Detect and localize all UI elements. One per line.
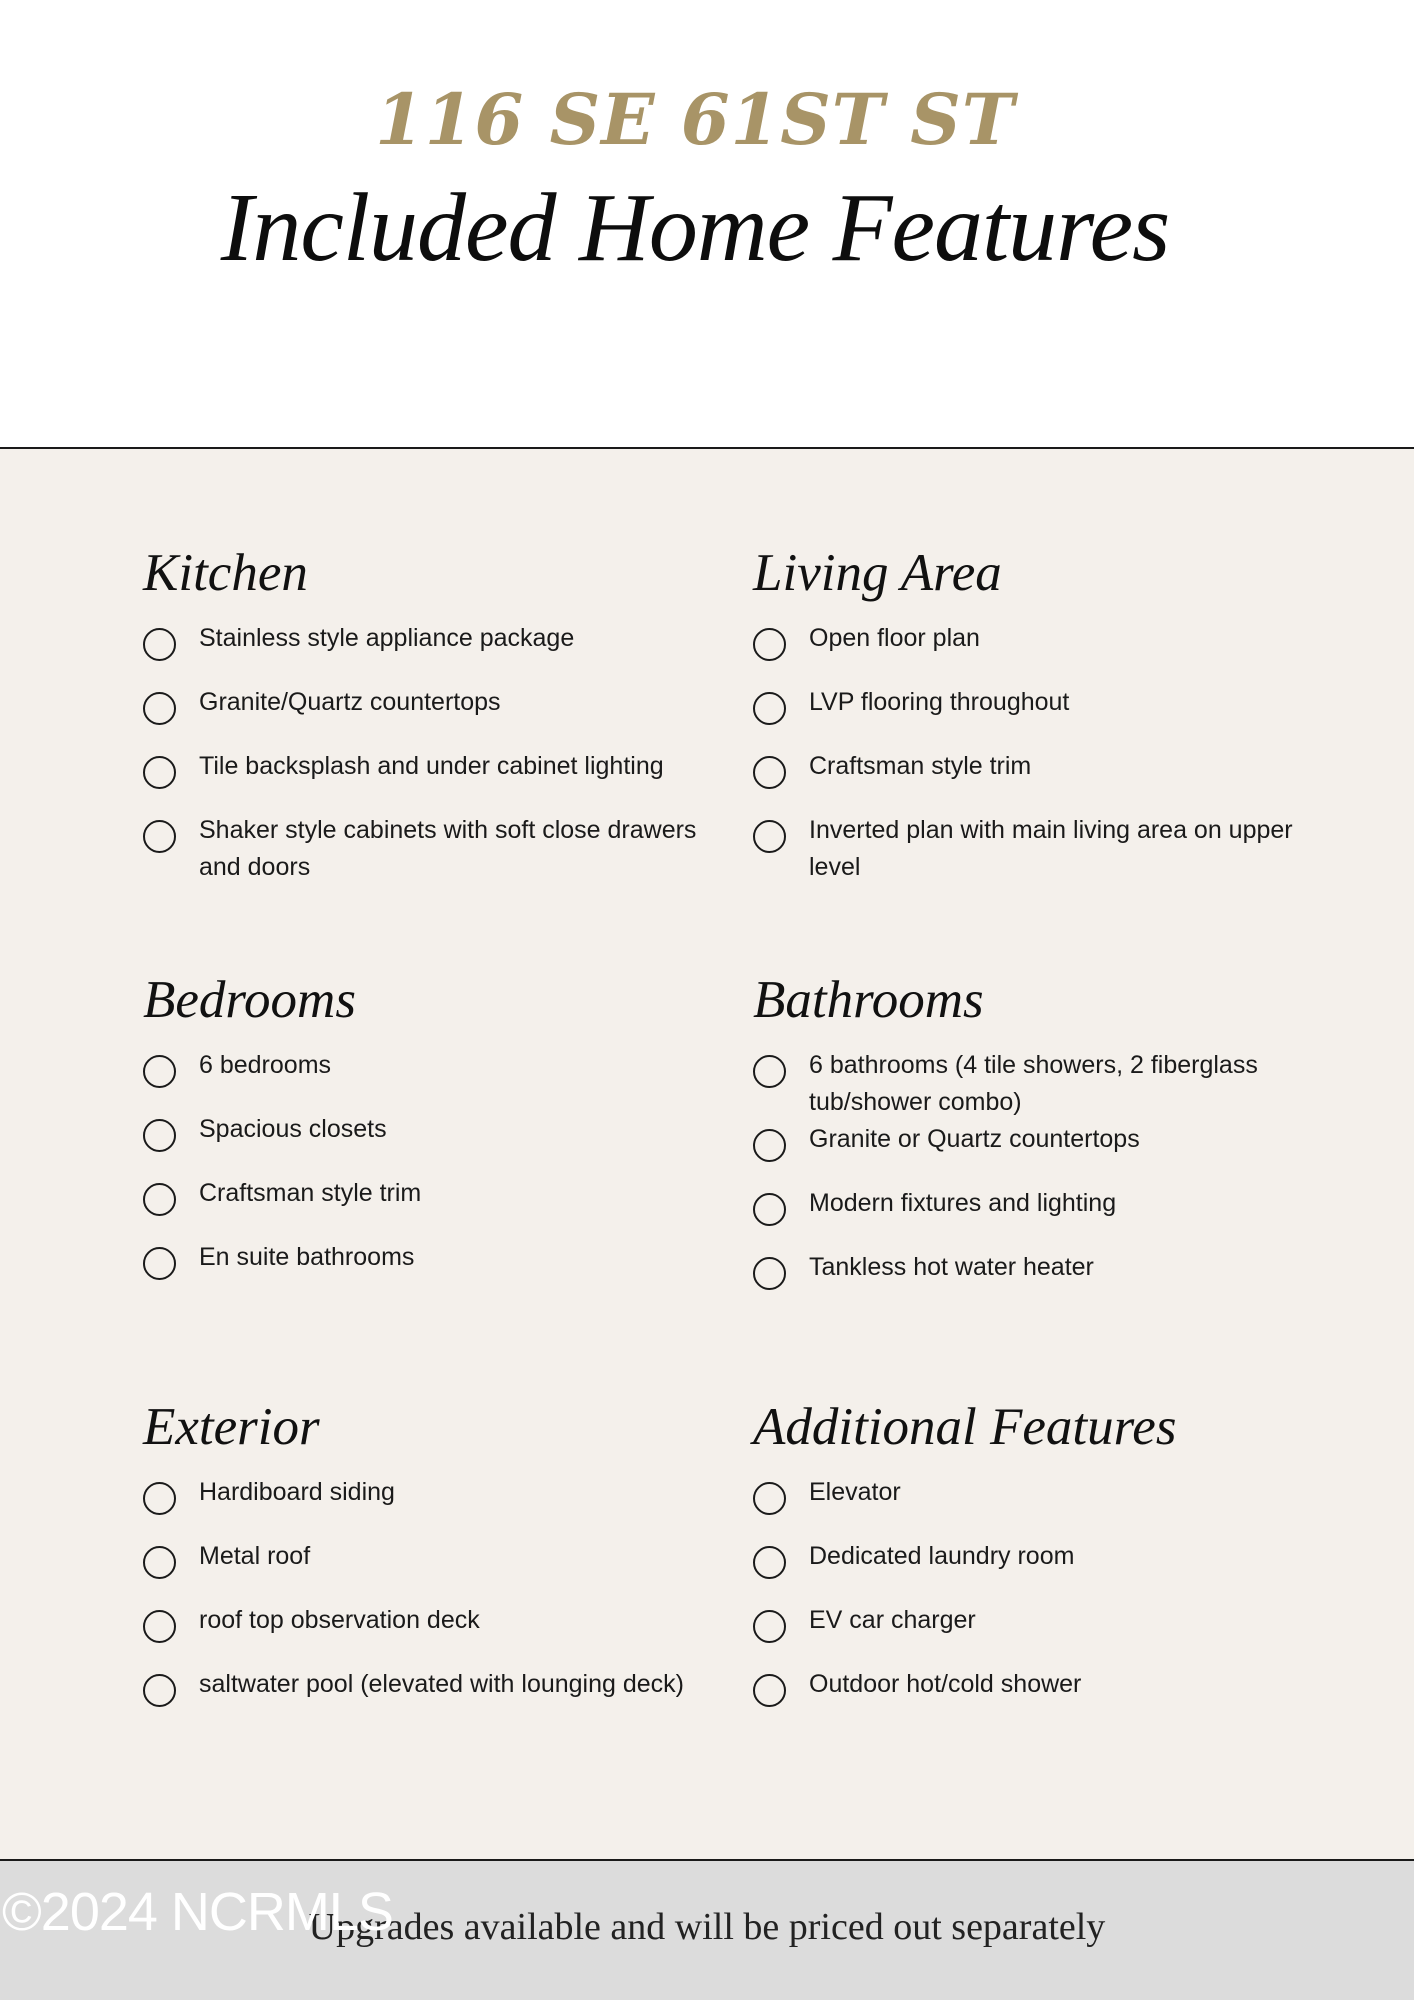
list-item: [753, 812, 1313, 886]
checkbox-circle-icon[interactable]: [143, 1183, 176, 1216]
list-item: [753, 1047, 1313, 1121]
section-title: Bedrooms: [143, 971, 356, 1029]
section-additional-features: [753, 1398, 1313, 1730]
checkbox-circle-icon[interactable]: [143, 756, 176, 789]
checkbox-circle-icon[interactable]: [753, 1482, 786, 1515]
section-kitchen: [143, 544, 703, 886]
section-bedrooms: [143, 971, 703, 1303]
list-item: [143, 748, 703, 812]
features-panel: [0, 449, 1414, 1859]
item-label: Shaker style cabinets with soft close drawers and doors: [199, 816, 697, 881]
item-label: En suite bathrooms: [199, 1243, 415, 1271]
item-label: Craftsman style trim: [809, 752, 1032, 780]
list-item: [753, 1249, 1313, 1313]
checkbox-circle-icon[interactable]: [753, 692, 786, 725]
checkbox-circle-icon[interactable]: [143, 1482, 176, 1515]
checkbox-circle-icon[interactable]: [143, 628, 176, 661]
item-label: LVP flooring throughout: [809, 688, 1070, 716]
checkbox-circle-icon[interactable]: [753, 628, 786, 661]
section-title: Additional Features: [753, 1398, 1177, 1456]
item-label: Inverted plan with main living area on upper level: [809, 816, 1293, 881]
checkbox-circle-icon[interactable]: [753, 1257, 786, 1290]
checkbox-circle-icon[interactable]: [753, 820, 786, 853]
checkbox-circle-icon[interactable]: [143, 820, 176, 853]
section-title: Bathrooms: [753, 971, 984, 1029]
item-label: 6 bathrooms (4 tile showers, 2 fiberglass tub/shower combo): [809, 1051, 1258, 1116]
list-item: [143, 1666, 703, 1740]
item-label: Outdoor hot/cold shower: [809, 1670, 1082, 1698]
list-item: [143, 1111, 703, 1175]
list-item: [143, 812, 703, 886]
list-item: [143, 620, 703, 684]
checkbox-circle-icon[interactable]: [143, 1055, 176, 1088]
checklist: [143, 1474, 703, 1740]
checkbox-circle-icon[interactable]: [753, 1055, 786, 1088]
section-title: Exterior: [143, 1398, 320, 1456]
item-label: Spacious closets: [199, 1115, 387, 1143]
section-exterior: [143, 1398, 703, 1740]
item-label: saltwater pool (elevated with lounging deck): [199, 1670, 684, 1698]
item-label: Metal roof: [199, 1542, 311, 1570]
item-label: Open floor plan: [809, 624, 980, 652]
section-bathrooms: [753, 971, 1313, 1313]
item-label: Elevator: [809, 1478, 901, 1506]
page-footer: [0, 1861, 1414, 2000]
checklist: [753, 1474, 1313, 1730]
copyright-watermark: ©2024 NCRMLS: [2, 1882, 393, 1942]
checklist: [143, 1047, 703, 1303]
checkbox-circle-icon[interactable]: [143, 1546, 176, 1579]
footer-note: Upgrades available and will be priced out separately: [308, 1906, 1106, 1948]
section-title: Kitchen: [143, 544, 308, 602]
item-label: Granite/Quartz countertops: [199, 688, 501, 716]
list-item: [753, 620, 1313, 684]
checkbox-circle-icon[interactable]: [143, 1610, 176, 1643]
item-label: Stainless style appliance package: [199, 624, 575, 652]
checkbox-circle-icon[interactable]: [753, 1193, 786, 1226]
item-label: Craftsman style trim: [199, 1179, 422, 1207]
checkbox-circle-icon[interactable]: [143, 1247, 176, 1280]
checklist: [143, 620, 703, 886]
section-living-area: [753, 544, 1313, 886]
list-item: [143, 1538, 703, 1602]
checkbox-circle-icon[interactable]: [753, 1674, 786, 1707]
checkbox-circle-icon[interactable]: [143, 692, 176, 725]
item-label: Dedicated laundry room: [809, 1542, 1075, 1570]
checklist: [753, 1047, 1313, 1313]
checkbox-circle-icon[interactable]: [753, 756, 786, 789]
item-label: EV car charger: [809, 1606, 976, 1634]
list-item: [753, 1121, 1313, 1185]
list-item: [753, 1602, 1313, 1666]
property-address: 116 SE 61ST ST: [375, 78, 1015, 161]
list-item: [143, 684, 703, 748]
item-label: Tile backsplash and under cabinet lighting: [199, 752, 664, 780]
checkbox-circle-icon[interactable]: [753, 1546, 786, 1579]
item-label: 6 bedrooms: [199, 1051, 332, 1079]
list-item: [753, 1185, 1313, 1249]
item-label: Hardiboard siding: [199, 1478, 395, 1506]
checkbox-circle-icon[interactable]: [143, 1674, 176, 1707]
list-item: [753, 1474, 1313, 1538]
list-item: [143, 1602, 703, 1666]
item-label: Modern fixtures and lighting: [809, 1189, 1117, 1217]
item-label: Granite or Quartz countertops: [809, 1125, 1140, 1153]
page-title: Included Home Features: [220, 174, 1170, 282]
list-item: [143, 1175, 703, 1239]
item-label: roof top observation deck: [199, 1606, 480, 1634]
checkbox-circle-icon[interactable]: [143, 1119, 176, 1152]
checklist: [753, 620, 1313, 886]
item-label: Tankless hot water heater: [809, 1253, 1094, 1281]
list-item: [753, 748, 1313, 812]
list-item: [753, 1666, 1313, 1730]
page-header: [0, 0, 1414, 447]
section-title: Living Area: [753, 544, 1002, 602]
list-item: [143, 1474, 703, 1538]
list-item: [753, 1538, 1313, 1602]
list-item: [143, 1239, 703, 1303]
list-item: [753, 684, 1313, 748]
checkbox-circle-icon[interactable]: [753, 1129, 786, 1162]
checkbox-circle-icon[interactable]: [753, 1610, 786, 1643]
list-item: [143, 1047, 703, 1111]
